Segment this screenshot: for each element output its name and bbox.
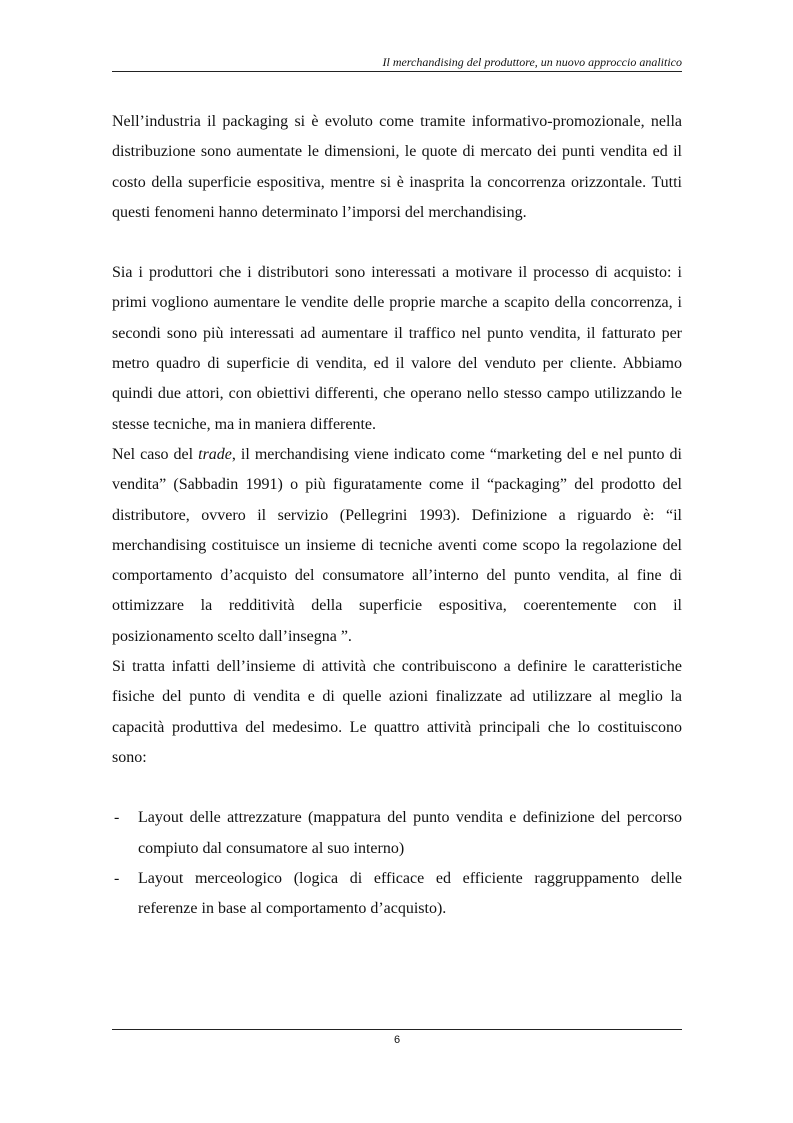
list-bullet: - (114, 869, 120, 887)
list-bullet: - (114, 809, 120, 827)
header-rule (112, 71, 682, 72)
list-item-text: Layout delle attrezzature (mappatura del punto vendita e definizione del percorso compiuto dal consumatore al suo interno) (138, 809, 682, 857)
paragraph-trade (112, 440, 682, 652)
trade-text-after: , il merchandising viene indicato come “marketing del e nel punto di vendita” (Sabbadin 1991) o più figuratamente come il “packaging” del prodotto del distributore, ovvero il servizio (Pellegrini 1993). Definizione a riguardo è: “il merchandising costituisce un insieme di tecniche aventi come scopo la regolazione del comportamento d’acquisto del consumatore all’interno del punto vendita, al fine di ottimizzare la redditività della superficie espositiva, coerentemente con il posizionamento scelto dall’insegna ”. (112, 445, 683, 645)
trade-emphasis: trade (198, 445, 232, 463)
list-item-text: Layout merceologico (logica di efficace ed efficiente raggruppamento delle referenze in base al comportamento d’acquisto). (138, 869, 682, 918)
list-item (112, 803, 682, 864)
running-header: Il merchandising del produttore, un nuovo approccio analitico (382, 55, 682, 69)
footer-rule (112, 1029, 682, 1030)
paragraph-activities: Si tratta infatti dell’insieme di attività che contribuiscono a definire le caratteristiche fisiche del punto di vendita e di quelle azioni finalizzate ad utilizzare al meglio la capacità produttiva del medesimo. Le quattro attività principali che lo costituiscono sono: (112, 658, 682, 766)
paragraph-actors: Sia i produttori che i distributori sono interessati a motivare il processo di acquisto: i primi vogliono aumentare le vendite delle proprie marche a scapito della concorrenza, i secondi sono più interessati ad aumentare il traffico nel punto vendita, il fatturato per metro quadro di superficie di vendita, ed il valore del venduto per cliente. Abbiamo quindi due attori, con obiettivi differenti, che operano nello stesso campo utilizzando le stesse tecniche, ma in maniera differente. (112, 264, 682, 433)
page-body (112, 107, 682, 924)
trade-text-before: Nel caso del (112, 445, 199, 463)
activities-list (112, 803, 682, 924)
page-number: 6 (393, 1034, 401, 1046)
paragraph-packaging: Nell’industria il packaging si è evoluto come tramite informativo-promozionale, nella distribuzione sono aumentate le dimensioni, le quote di mercato dei punti vendita ed il costo della superficie espositiva, mentre si è inasprita la concorrenza orizzontale. Tutti questi fenomeni hanno determinato l’imporsi del merchandising. (112, 113, 682, 221)
list-item (112, 864, 682, 925)
